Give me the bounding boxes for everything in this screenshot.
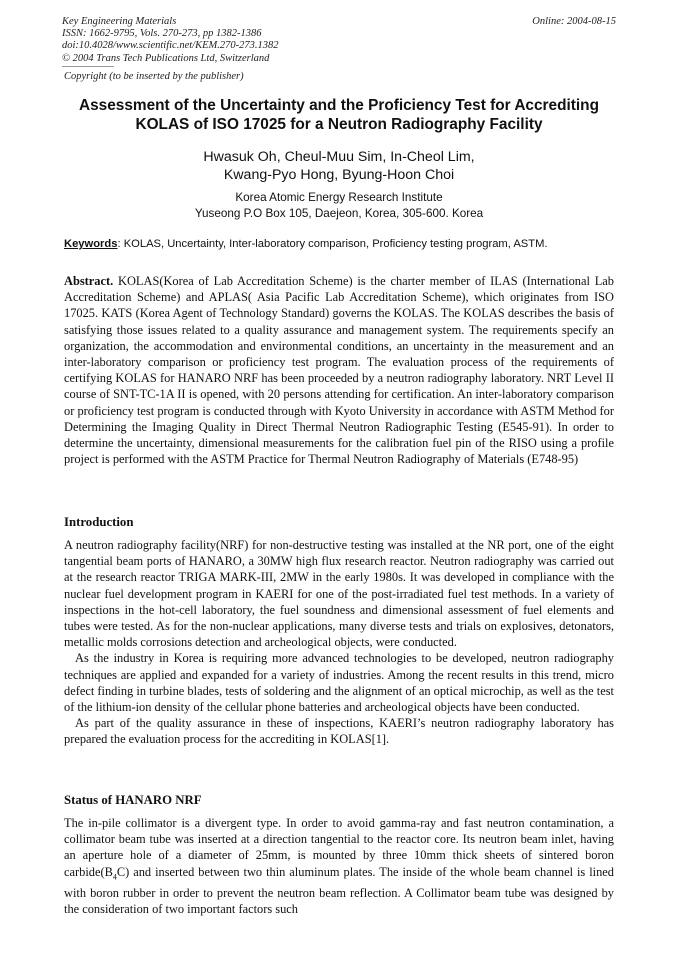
keywords-text: KOLAS, Uncertainty, Inter-laboratory comparison, Proficiency testing program, ASTM. bbox=[123, 238, 548, 250]
status-text-b: C) and inserted between two thin aluminum plates. The inside of the whole beam channel is lined with boron rubber in order to prevent the neutron beam reflection. A Collimator beam tube was designed by the consideration of two important factors such bbox=[64, 864, 614, 917]
status-section bbox=[64, 815, 614, 918]
issn-line: ISSN: 1662-9795, Vols. 270-273, pp 1382-1386 bbox=[62, 28, 262, 40]
abstract-label: Abstract. bbox=[64, 274, 114, 288]
journal-name: Key Engineering Materials bbox=[62, 16, 177, 27]
paper-title bbox=[40, 97, 638, 134]
publisher-line: © 2004 Trans Tech Publications Ltd, Switzerland bbox=[62, 52, 270, 64]
affiliation-institute: Korea Atomic Energy Research Institute bbox=[235, 191, 443, 204]
intro-paragraph-3: As part of the quality assurance in these of inspections, KAERI’s neutron radiography laboratory has prepared the evaluation process for the accrediting in KOLAS[1]. bbox=[64, 716, 614, 747]
status-heading: Status of HANARO NRF bbox=[64, 793, 202, 807]
boron-subscript: 4 bbox=[112, 872, 117, 882]
keywords-colon: : bbox=[117, 238, 124, 250]
authors-line-1: Hwasuk Oh, Cheul-Muu Sim, In-Cheol Lim, bbox=[203, 149, 475, 165]
introduction-section bbox=[64, 537, 614, 748]
abstract-text: KOLAS(Korea of Lab Accreditation Scheme) is the charter member of ILAS (International Lab Accreditation Scheme) and APLAS( Asia Pacific Lab Accreditation Scheme), which originates from ISO 17025. KATS (Korea Agent of Technology Standard) governs the KOLAS. The KOLAS describes the basis of satisfying those issues related to a quality assurance and management system. The requirements specify an organization, the accommodation and environmental conditions, an uncertainty in the measurement and an inter-laboratory comparison or proficiency test program. The evaluation process of the requirements of certifying KOLAS for HANARO NRF has been proceeded by a neutron radiography laboratory. NRT Level II course of SNT-TC-1A II is opened, with 20 persons attending for certification. An inter-laboratory comparison or proficiency test program is conducted through with Kyoto University in accordance with ASTM Method for Determining the Imaging Quality in Direct Thermal Neutron Radiographic Testing (E545-91). In order to determine the uncertainty, dimensional measurements for the calibration fuel pin of the RISO using a profile project is performed with the ASTM Practice for Thermal Neutron Radiography of Materials (E748-95) bbox=[64, 274, 614, 467]
intro-paragraph-2: As the industry in Korea is requiring more advanced technologies to be developed, neutron radiography techniques are applied and expanded for a variety of industries. Among the recent results in this trend, micro defect finding in turbine blades, tests of soldering and the alignment of an optical microchip, as well as the test of the lithium-ion density of the cellular phone batteries and archeological objects have been conducted. bbox=[64, 651, 614, 715]
affiliation-address: Yuseong P.O Box 105, Daejeon, Korea, 305-600. Korea bbox=[194, 207, 484, 220]
abstract bbox=[64, 273, 614, 467]
authors-line-2: Kwang-Pyo Hong, Byung-Hoon Choi bbox=[223, 167, 455, 183]
affiliation bbox=[40, 190, 638, 222]
intro-paragraph-1: A neutron radiography facility(NRF) for non-destructive testing was installed at the NR port, one of the eight tangential beam ports of HANARO, a 30MW high flux research reactor. Neutron radiography was carried out at the research reactor TRIGA MARK-III, 2MW in the early 1980s. It was developed in compliance with the nuclear fuel development program in KAERI for one of the post-irradiated fuel test methods. In a variety of inspections in the hot-cell laboratory, the fuel soundness and dimensional assessment of fuel elements and tubes were tested. As for the non-nuclear applications, many diverse tests and trials on explosives, detonators, metallic molds corrosions detection and archeological objects, were conducted. bbox=[64, 538, 614, 650]
status-paragraph-1 bbox=[64, 815, 614, 918]
keywords-label: Keywords bbox=[64, 238, 118, 250]
online-date: Online: 2004-08-15 bbox=[532, 16, 616, 27]
status-text-a: The in-pile collimator is a divergent type. In order to avoid gamma-ray and fast neutron contamination, a collimator beam tube was inserted at a direction tangential to the reactor core. Its neutron beam inlet, having an aperture hole of a diameter of 25mm, is mounted by three 10mm thick sheets of sintered boron carbide(B bbox=[64, 816, 614, 879]
header-divider bbox=[62, 66, 114, 67]
keywords-line bbox=[64, 238, 616, 250]
title-line-2: KOLAS of ISO 17025 for a Neutron Radiography Facility bbox=[135, 115, 543, 133]
introduction-heading: Introduction bbox=[64, 515, 134, 529]
author-list bbox=[40, 148, 638, 184]
title-line-1: Assessment of the Uncertainty and the Proficiency Test for Accrediting bbox=[79, 97, 599, 114]
doi-line[interactable]: doi:10.4028/www.scientific.net/KEM.270-273.1382 bbox=[62, 40, 279, 52]
copyright-note: Copyright (to be inserted by the publisher) bbox=[64, 71, 244, 82]
